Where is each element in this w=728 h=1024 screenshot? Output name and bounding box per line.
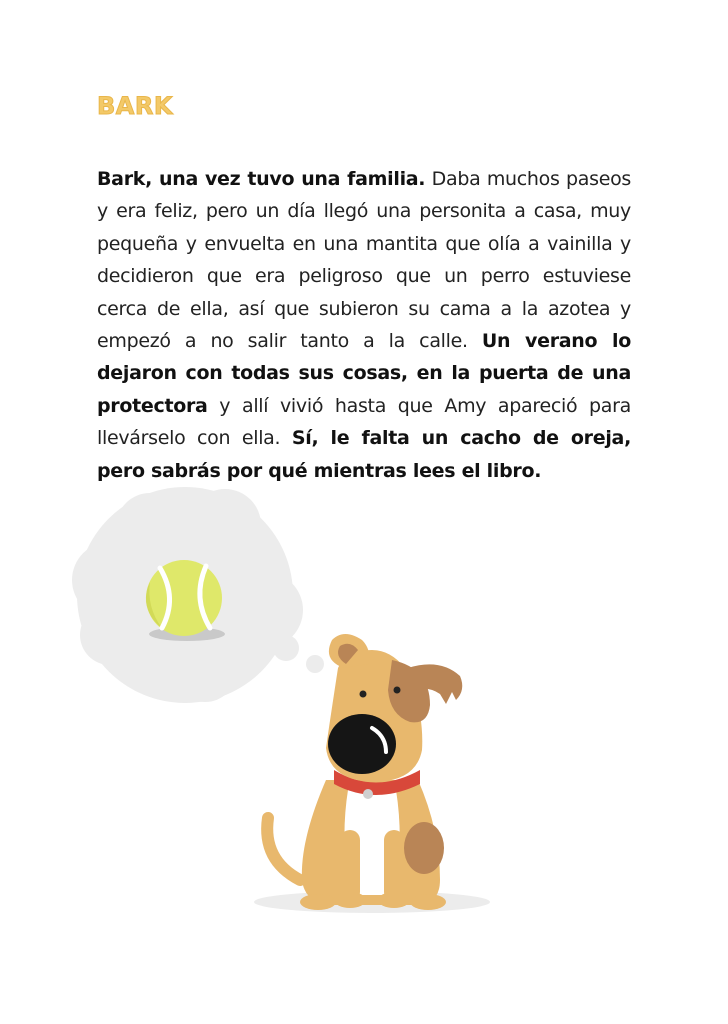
story-bold-segment: Un verano lo dejaron con todas sus cosas, en la puerta de una protectora [97, 330, 631, 417]
story-bold-segment: Bark, una vez tuvo una familia. [97, 168, 426, 190]
story-segment: Daba muchos paseos y era feliz, pero un día llegó una personita a casa, muy pequeña y envuelta en una mantita que olía a vainilla y decidieron que era peligroso que un perro estuviese cerca de ella, así que subieron su cama a la azotea y empezó a no salir tanto a la calle. [97, 168, 632, 353]
story-bold-segment: Sí, le falta un cacho de oreja, pero sabrás por qué mientras lees el libro. [97, 427, 631, 482]
page-title: BARK [97, 92, 173, 120]
story-segment: y allí vivió hasta que Amy apareció para llevárselo con ella. [97, 394, 631, 450]
dog-illustration [254, 634, 490, 913]
